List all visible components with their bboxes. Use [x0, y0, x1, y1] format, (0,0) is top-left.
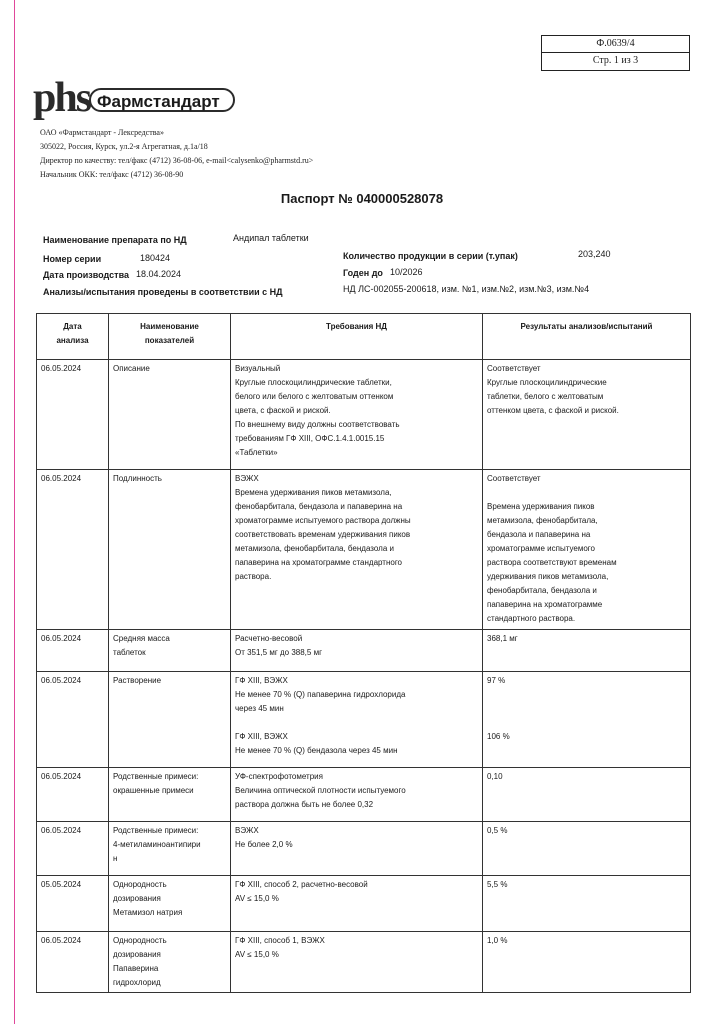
cell-name: Однородность дозирования Метамизол натрия: [109, 876, 231, 932]
table-row: [37, 876, 691, 932]
cell-requirements: ГФ XIII, ВЭЖХ Не менее 70 % (Q) папаверина гидрохлорида через 45 мин ГФ XIII, ВЭЖХ Не менее 70 % (Q) бендазола через 45 мин: [231, 672, 483, 768]
cell-name: Однородность дозирования Папаверина гидрохлорид: [109, 932, 231, 993]
cell-requirements: ГФ XIII, способ 1, ВЭЖХ AV ≤ 15,0 %: [231, 932, 483, 993]
table-row: [37, 630, 691, 672]
cell-date: 05.05.2024: [37, 876, 109, 932]
cell-name: Описание: [109, 360, 231, 470]
basis-label: Анализы/испытания проведены в соответствии с НД: [43, 287, 283, 297]
cell-result: 368,1 мг: [483, 630, 691, 672]
drug-label: Наименование препарата по НД: [43, 235, 187, 245]
cell-requirements: ВЭЖХ Времена удерживания пиков метамизола, фенобарбитала, бендазола и папаверина на хроматограмме испытуемого раствора должны соответствовать временам удерживания пиков метамизола, фенобарбитала, бендазола и папаверина на хроматограмме стандартного раствора.: [231, 470, 483, 630]
form-code-box: [541, 35, 690, 71]
cell-name: Родственные примеси: окрашенные примеси: [109, 768, 231, 822]
production-date-label: Дата производства: [43, 270, 129, 280]
cell-date: 06.05.2024: [37, 630, 109, 672]
expiry-value: 10/2026: [390, 267, 423, 277]
org-qc-head: Начальник ОКК: тел/факс (4712) 36-08-90: [40, 170, 184, 179]
cell-result: Соответствует Круглые плоскоцилиндрические таблетки, белого с желтоватым оттенком цвета, с фаской и риской.: [483, 360, 691, 470]
table-row: [37, 360, 691, 470]
cell-date: 06.05.2024: [37, 470, 109, 630]
cell-requirements: Визуальный Круглые плоскоцилиндрические таблетки, белого или белого с желтоватым оттенком цвета, с фаской и риской. По внешнему виду должны соответствовать требованиям ГФ XIII, ОФС.1.4.1.0015.15 «Таблетки»: [231, 360, 483, 470]
margin-line: [14, 0, 15, 1024]
cell-result: Соответствует Времена удерживания пиков метамизола, фенобарбитала, бендазола и папаверина на хроматограмме испытуемого раствора соответствуют временам удерживания пиков метамизола, фенобарбитала, бендазола и папаверина на хроматограмме стандартного раствора.: [483, 470, 691, 630]
series-label: Номер серии: [43, 254, 102, 264]
header-date: Дата анализа: [37, 314, 109, 360]
quantity-value: 203,240: [578, 249, 611, 259]
series-value: 180424: [140, 253, 171, 263]
cell-name: Средняя масса таблеток: [109, 630, 231, 672]
results-table: [36, 313, 691, 993]
cell-date: 06.05.2024: [37, 768, 109, 822]
header-results: Результаты анализов/испытаний: [483, 314, 691, 360]
production-date-value: 18.04.2024: [136, 269, 182, 279]
table-row: [37, 768, 691, 822]
cell-date: 06.05.2024: [37, 672, 109, 768]
table-row: [37, 470, 691, 630]
cell-result: 0,10: [483, 768, 691, 822]
cell-requirements: ВЭЖХ Не более 2,0 %: [231, 822, 483, 876]
table-row: [37, 822, 691, 876]
org-quality-director: Директор по качеству: тел/факс (4712) 36-08-06, e-mail<calysenko@pharmstd.ru>: [40, 156, 314, 165]
org-name: ОАО «Фармстандарт - Лексредства»: [40, 128, 164, 137]
page-number: Стр. 1 из 3: [592, 55, 639, 66]
logo-name: Фармстандарт: [89, 88, 235, 112]
table-row: [37, 672, 691, 768]
cell-name: Растворение: [109, 672, 231, 768]
cell-result: 0,5 %: [483, 822, 691, 876]
drug-value: Андипал таблетки: [233, 233, 309, 243]
page-title: Паспорт № 040000528078: [280, 191, 444, 206]
org-address: 305022, Россия, Курск, ул.2-я Агрегатная, д.1а/18: [40, 142, 208, 151]
company-logo: [33, 75, 243, 124]
cell-result: 97 % 106 %: [483, 672, 691, 768]
quantity-label: Количество продукции в серии (т.упак): [343, 251, 518, 261]
table-header-row: [37, 314, 691, 360]
cell-requirements: ГФ XIII, способ 2, расчетно-весовой AV ≤ 15,0 %: [231, 876, 483, 932]
cell-date: 06.05.2024: [37, 932, 109, 993]
cell-date: 06.05.2024: [37, 822, 109, 876]
form-code: Ф.0639/4: [542, 36, 689, 53]
header-name: Наименование показателей: [109, 314, 231, 360]
cell-result: 1,0 %: [483, 932, 691, 993]
table-row: [37, 932, 691, 993]
expiry-label: Годен до: [343, 268, 383, 278]
organization-info: [40, 126, 313, 182]
cell-date: 06.05.2024: [37, 360, 109, 470]
cell-requirements: УФ-спектрофотометрия Величина оптической плотности испытуемого раствора должна быть не более 0,32: [231, 768, 483, 822]
basis-value: НД ЛС-002055-200618, изм. №1, изм.№2, изм.№3, изм.№4: [343, 284, 590, 294]
cell-name: Родственные примеси: 4-метиламиноантипири н: [109, 822, 231, 876]
header-requirements: Требования НД: [231, 314, 483, 360]
cell-name: Подлинность: [109, 470, 231, 630]
cell-requirements: Расчетно-весовой От 351,5 мг до 388,5 мг: [231, 630, 483, 672]
logo-mark: phs: [33, 75, 91, 121]
cell-result: 5,5 %: [483, 876, 691, 932]
